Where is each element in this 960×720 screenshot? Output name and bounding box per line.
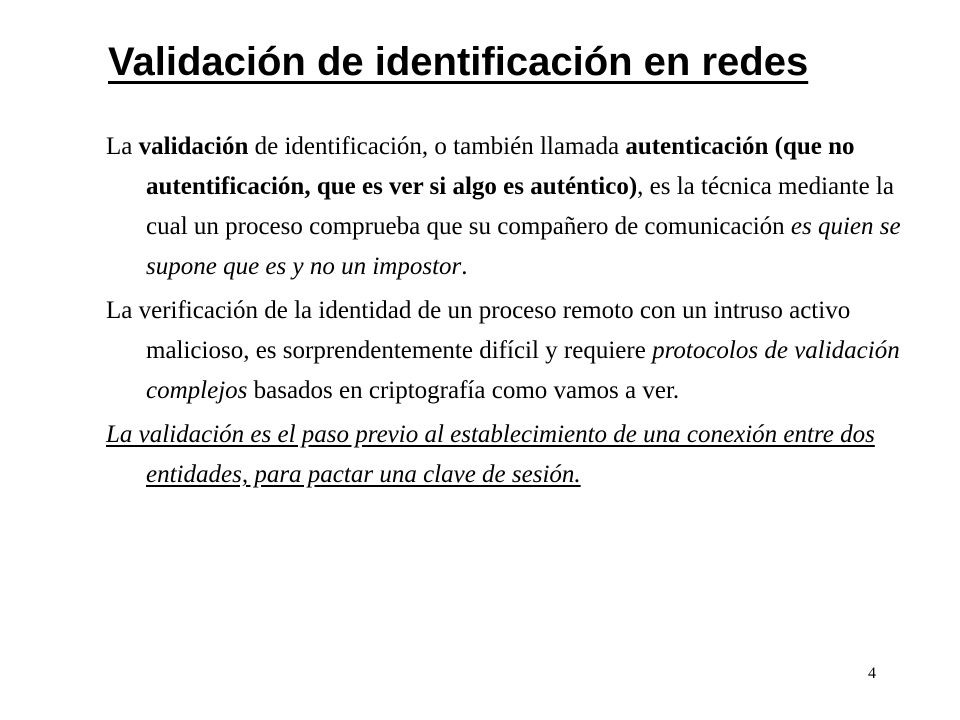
slide-title: Validación de identificación en redes — [108, 40, 809, 84]
paragraph-conclusion — [106, 415, 906, 495]
bold-term-autenticacion: autenticación (que no autentificación, que es ver si algo es auténtico) — [146, 133, 855, 200]
paragraph-definition — [106, 127, 906, 287]
slide-body — [106, 127, 906, 499]
paragraph-verification — [106, 291, 906, 411]
text-run: La — [106, 133, 139, 160]
italic-phrase-protocols: protocolos de validación complejos — [146, 337, 900, 404]
page-number: 4 — [868, 665, 876, 682]
text-run: , es la técnica mediante la cual un proceso comprueba que su compañero de comunicación — [146, 173, 894, 240]
bold-term-validacion: validación — [138, 133, 249, 160]
text-run: La verificación de la identidad de un proceso remoto con un intruso activo malicioso, es sorprendentemente difícil y requiere — [106, 297, 851, 364]
text-run: basados en criptografía como vamos a ver. — [247, 377, 680, 404]
text-run: . — [461, 253, 468, 280]
italic-phrase-impostor: es quien se supone que es y no un impostor — [146, 213, 901, 280]
text-run: de identificación, o también llamada — [248, 133, 626, 160]
text-run: La validación es el paso previo al establecimiento de una conexión entre dos entidades, para pactar una clave de sesión. — [106, 421, 875, 488]
